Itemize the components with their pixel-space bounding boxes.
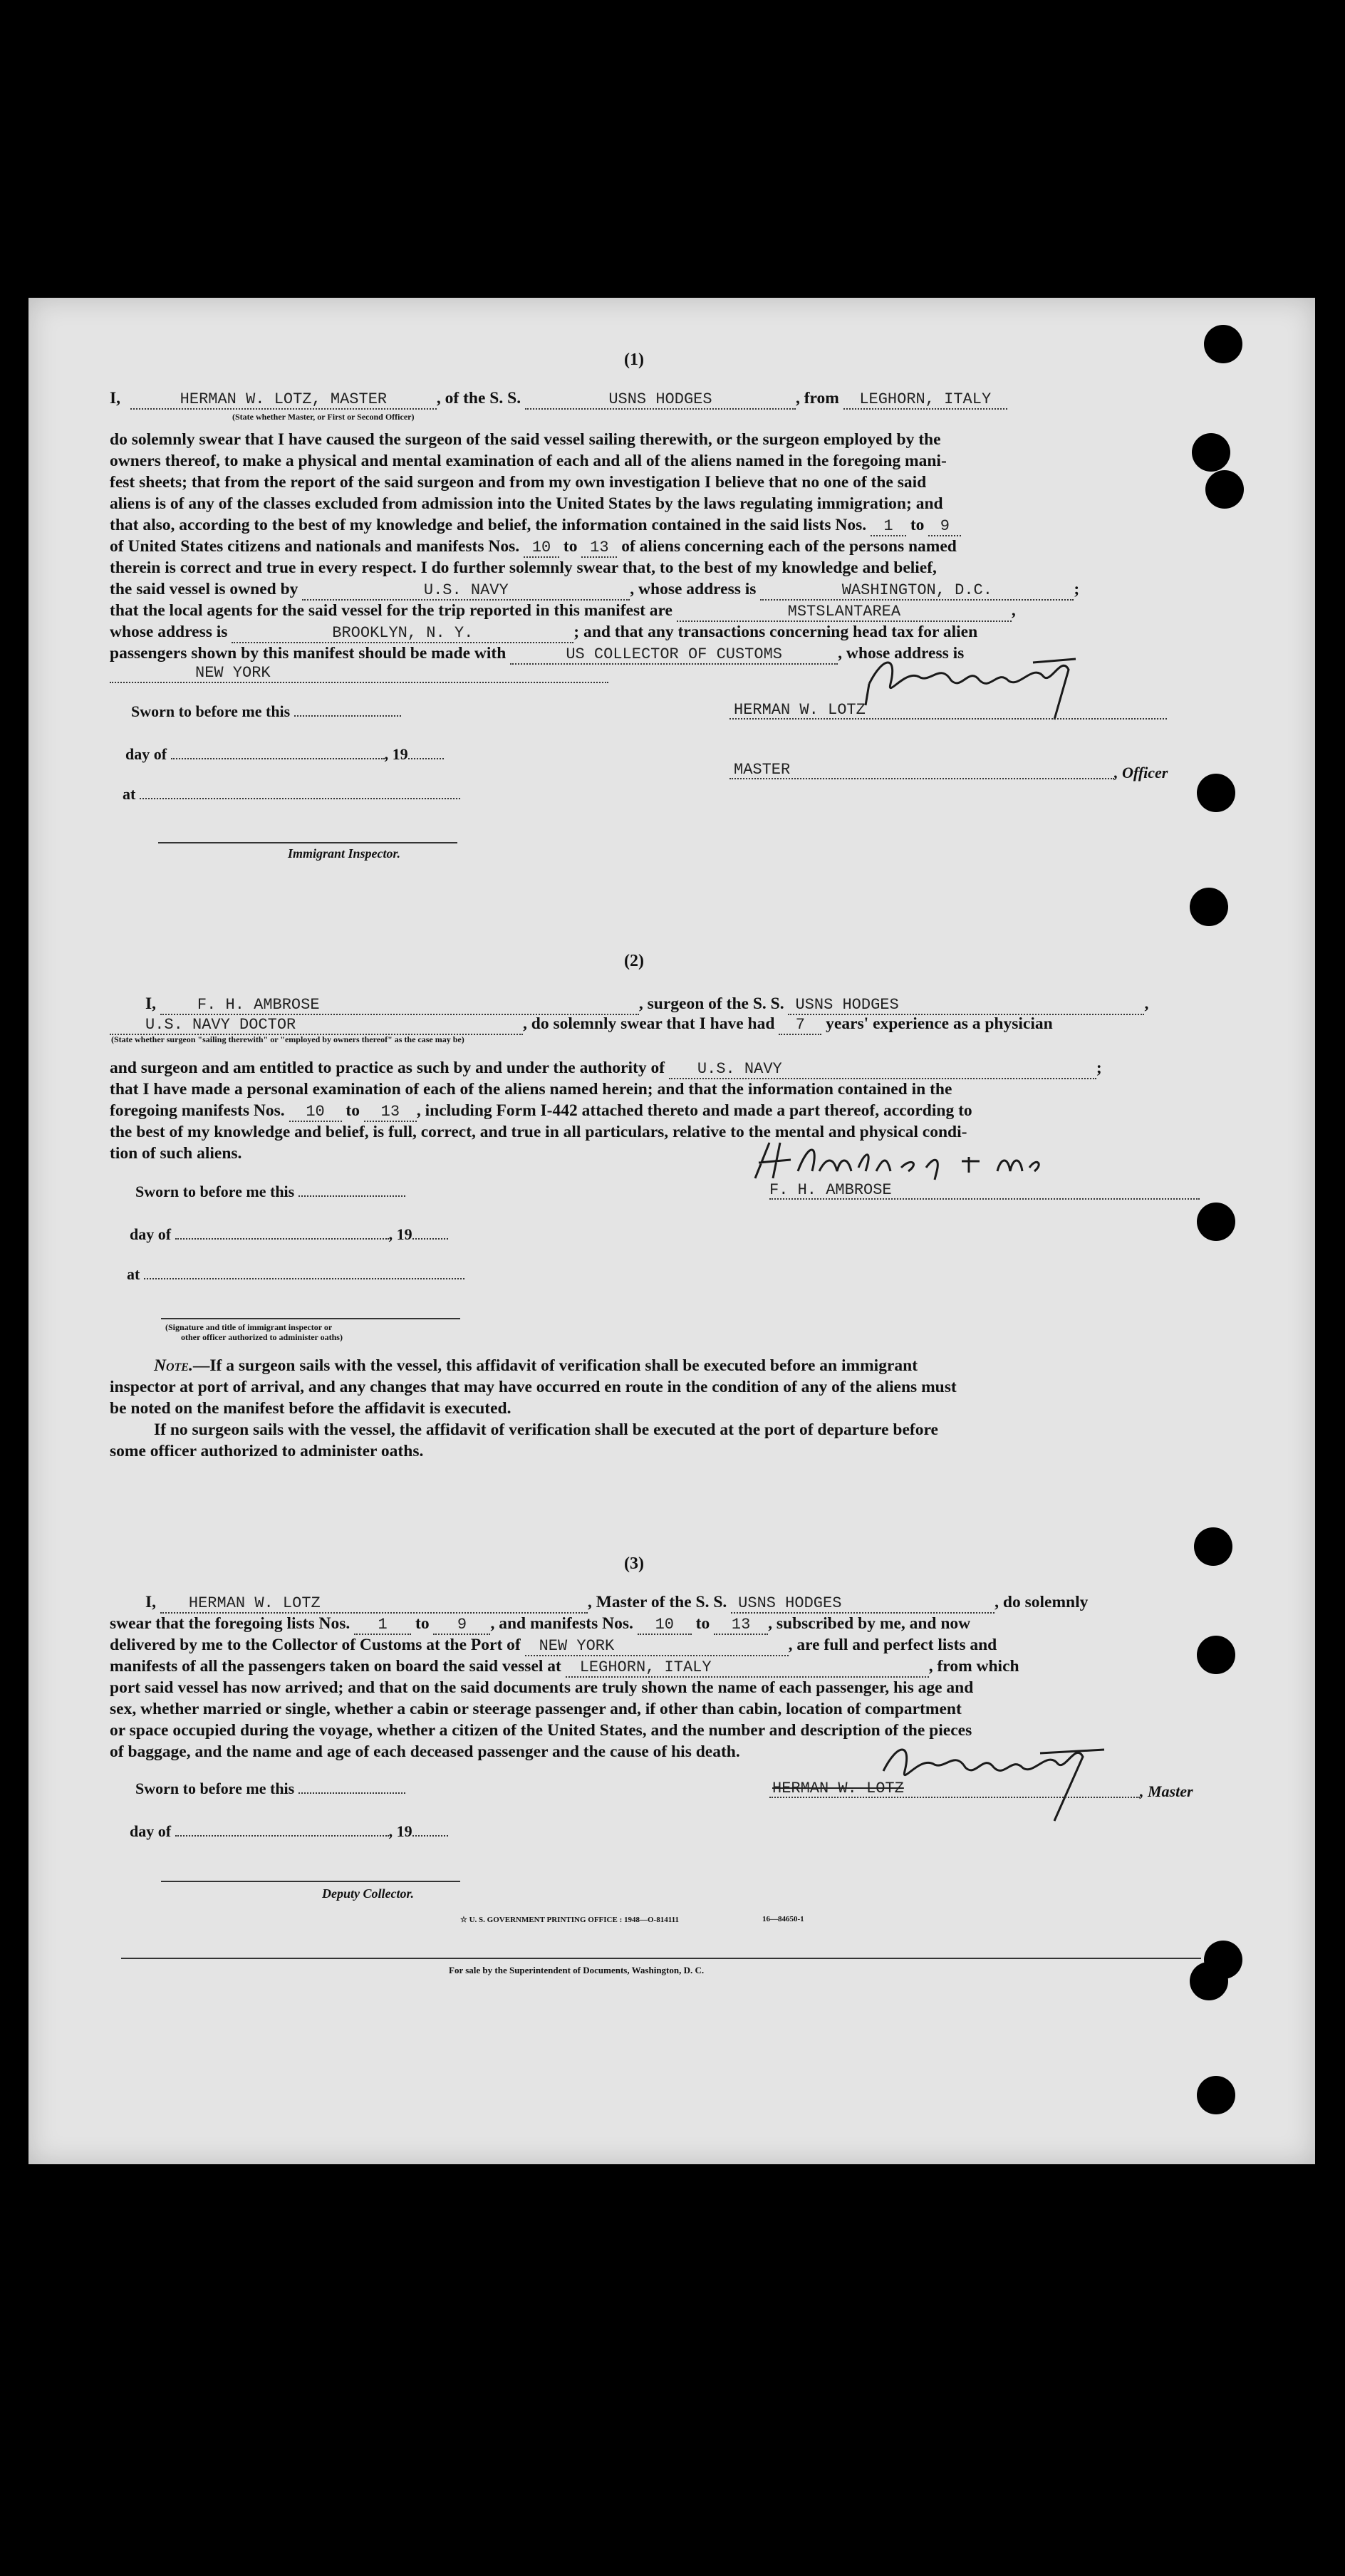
s1-owner-field: U.S. NAVY — [302, 582, 630, 601]
s2-note-label: Note. — [154, 1356, 193, 1375]
s1-line: of United States citizens and nationals and manifests Nos. — [110, 537, 520, 556]
s3-sworn-date-field — [298, 1792, 405, 1794]
s1-state-note: (State whether Master, or First or Second Officer) — [232, 412, 415, 422]
punch-hole — [1197, 1636, 1235, 1674]
s1-port-field: LEGHORN, ITALY — [843, 391, 1007, 410]
s3-line: , Master of the S. S. — [587, 1593, 727, 1611]
s2-day-field — [175, 1238, 389, 1240]
s1-title-typed: MASTER — [734, 761, 791, 779]
s1-line: , whose address is — [630, 580, 757, 598]
s1-line: owners thereof, to make a physical and mental examination of each and all of the aliens named in the foregoing mani- — [110, 452, 947, 470]
s1-to: to — [910, 516, 925, 534]
s3-line: , are full and perfect lists and — [788, 1636, 997, 1654]
s1-year: , 19 — [384, 745, 408, 763]
s1-master-name-field: HERMAN W. LOTZ, MASTER — [130, 391, 437, 410]
s1-year-field — [408, 758, 444, 759]
s2-capacity-field: U.S. NAVY DOCTOR — [110, 1017, 523, 1035]
punch-hole — [1192, 433, 1230, 472]
s3-day-of: day of — [130, 1822, 172, 1840]
s2-state-note: (State whether surgeon "sailing therewith" or "employed by owners thereof" as the case may be) — [111, 1034, 464, 1044]
s2-line: and surgeon and am entitled to practice as such by and under the authority of — [110, 1059, 665, 1077]
punch-hole — [1190, 888, 1228, 926]
s2-year: , 19 — [388, 1225, 412, 1243]
s1-day-of: day of — [125, 745, 167, 763]
s3-year: , 19 — [388, 1822, 412, 1840]
s2-line: be noted on the manifest before the affidavit is executed. — [110, 1399, 511, 1418]
s3-port-arrival-field: NEW YORK — [525, 1638, 789, 1656]
punch-hole — [1205, 470, 1244, 509]
s3-master-name-field: HERMAN W. LOTZ — [160, 1595, 588, 1614]
s1-sworn-date-field — [294, 715, 401, 717]
s1-line: , whose address is — [838, 644, 965, 663]
s3-line: , and manifests Nos. — [490, 1614, 633, 1633]
s3-line: or space occupied during the voyage, whether a citizen of the United States, and the number and description of the pieces — [110, 1721, 972, 1740]
s2-line: foregoing manifests Nos. — [110, 1101, 285, 1120]
s2-year-field — [412, 1238, 448, 1240]
s3-signer-typed: HERMAN W. LOTZ — [772, 1780, 904, 1797]
s1-signer-typed: HERMAN W. LOTZ — [734, 701, 866, 719]
s3-i: I, — [145, 1593, 157, 1611]
section-2-number: (2) — [624, 952, 644, 970]
s3-deputy-line — [161, 1881, 460, 1882]
s2-line: —If a surgeon sails with the vessel, this affidavit of verification shall be executed before an immigrant — [192, 1356, 918, 1375]
footer-rule — [121, 1958, 1201, 1959]
s1-line: that the local agents for the said vessel for the trip reported in this manifest are — [110, 601, 672, 620]
s3-line: manifests of all the passengers taken on board the said vessel at — [110, 1657, 561, 1676]
s2-line: , do solemnly swear that I have had — [523, 1014, 775, 1033]
s1-line: passengers shown by this manifest should be made with — [110, 644, 507, 663]
s1-line: aliens is of any of the classes excluded from admission into the United States by the laws regulating immigration; and — [110, 494, 943, 513]
s1-at: at — [123, 785, 136, 803]
s3-list-to-field: 9 — [433, 1616, 490, 1635]
s1-inspector-line — [158, 842, 457, 843]
s3-deputy-label: Deputy Collector. — [322, 1886, 414, 1901]
s1-ship-field: USNS HODGES — [525, 391, 796, 410]
s2-line: the best of my knowledge and belief, is full, correct, and true in all particulars, relative to the mental and physical condi- — [110, 1123, 967, 1141]
s1-agents-address-field: BROOKLYN, N. Y. — [232, 625, 573, 643]
s1-line: fest sheets; that from the report of the said surgeon and from my own investigation I believe that no one of the said — [110, 473, 927, 492]
s1-list-from-field: 1 — [871, 518, 906, 536]
s2-sig-note-1: (Signature and title of immigrant inspector or — [165, 1322, 333, 1332]
s3-line: swear that the foregoing lists Nos. — [110, 1614, 350, 1633]
s1-list-to-field: 9 — [928, 518, 961, 536]
s1-owner-address-field: WASHINGTON, D.C. — [760, 582, 1074, 601]
s1-to: to — [563, 537, 578, 556]
s2-ship-field: USNS HODGES — [788, 997, 1144, 1015]
punch-hole — [1204, 325, 1242, 363]
s2-man-to-field: 13 — [364, 1103, 417, 1122]
s2-line: years' experience as a physician — [826, 1014, 1053, 1033]
punch-hole — [1197, 774, 1235, 812]
s2-sworn: Sworn to before me this — [135, 1183, 295, 1200]
s1-at-field — [140, 798, 460, 799]
s3-to: to — [415, 1614, 430, 1633]
s1-agents-field: MSTSLANTAREA — [677, 603, 1012, 622]
s2-sig-note-2: other officer authorized to administer oaths) — [181, 1332, 343, 1342]
s1-line: do solemnly swear that I have caused the surgeon of the said vessel sailing therewith, or the surgeon employed by the — [110, 430, 941, 449]
s3-list-from-field: 1 — [354, 1616, 411, 1635]
section-3-number: (3) — [624, 1554, 644, 1573]
s2-day-of: day of — [130, 1225, 172, 1243]
s3-line: of baggage, and the name and age of each deceased passenger and the cause of his death. — [110, 1743, 740, 1761]
s3-man-to-field: 13 — [714, 1616, 768, 1635]
s1-head-tax-address-field: NEW YORK — [110, 665, 608, 683]
s3-man-from-field: 10 — [638, 1616, 692, 1635]
form-number: 16—84650-1 — [762, 1915, 804, 1923]
punch-hole — [1197, 2076, 1235, 2114]
s2-line: some officer authorized to administer oaths. — [110, 1442, 424, 1460]
s2-sworn-date-field — [298, 1195, 405, 1197]
punch-hole — [1190, 1962, 1228, 2000]
s3-line: , subscribed by me, and now — [768, 1614, 971, 1633]
s2-surgeon-name-field: F. H. AMBROSE — [160, 997, 639, 1015]
s2-at: at — [127, 1265, 140, 1283]
s2-to: to — [346, 1101, 360, 1120]
s1-line: the said vessel is owned by — [110, 580, 298, 598]
s1-man-to-field: 13 — [581, 539, 617, 558]
s2-years-field: 7 — [779, 1017, 821, 1035]
s1-line: therein is correct and true in every respect. I do further solemnly swear that, to the best of my knowledge and belief, — [110, 559, 937, 577]
s3-master-label: , Master — [1140, 1782, 1193, 1800]
s2-i: I, — [145, 994, 157, 1013]
s1-i: I, — [110, 389, 121, 407]
s1-inspector-label: Immigrant Inspector. — [288, 846, 401, 861]
s1-line: that also, according to the best of my knowledge and belief, the information contained in the said lists Nos. — [110, 516, 867, 534]
s2-line: that I have made a personal examination of each of the aliens named herein; and that the information contained in the — [110, 1080, 952, 1099]
s2-line: , surgeon of the S. S. — [638, 994, 784, 1013]
section-1-number: (1) — [624, 350, 644, 369]
s1-sworn: Sworn to before me this — [131, 702, 291, 720]
s3-port-departure-field: LEGHORN, ITALY — [566, 1659, 929, 1678]
s3-day-field — [175, 1835, 389, 1837]
master-signature-3 — [876, 1735, 1118, 1828]
s3-ship-field: USNS HODGES — [731, 1595, 995, 1614]
s2-line: , including Form I-442 attached thereto and made a part thereof, according to — [416, 1101, 972, 1120]
sale-notice: For sale by the Superintendent of Documents, Washington, D. C. — [449, 1965, 705, 1975]
document-page: (1) I, HERMAN W. LOTZ, MASTER , of the S. S. USNS HODGES , from LEGHORN, ITALY (State whether Master, or First or Second Officer) do solemnly swear that I have caused the surgeon of the said vessel sailing therewith, or the surgeon employed by the owners thereof, to make a physical and mental examination of each and all of the aliens named in the foregoing mani- fest sheets; that from the report of the said surgeon and from my own investigation I believe that no one of the said aliens is of any of the classes excluded from admission into the United States by the laws regulating immigration; and that also, according to the best of my knowledge and belief, the information contained in the said lists Nos. 1 to 9 of United States citizens and nationals and manifests Nos. 10 to 13 of aliens concerning each of the persons named therein is correct and true in every respect. I do further solemnly swear that, to the best of my knowledge and belief, the said vessel is owned by U.S. NAVY , whose address is WASHINGTON, D.C. ; that the local agents for the said vessel for the trip reported in this manifest are MSTSLANTAREA , whose address is BROOKLYN, N. Y. ; and that any transactions concerning head tax for alien passengers shown by this manifest should be made with US COLLECTOR OF CUSTOMS , whose address is NEW YORK Sworn to before me this day of , 19 at Immigrant Inspector. HERMAN W. LOTZ MASTER , Officer (2) I, F. H. AMBROSE , surgeon of the S. S. USNS HODGES , U.S. NAVY DOCTOR , do solemnly swear that I have had 7 years' experience as a physician (State whether surgeon "sailing therewith" or "employed by owners thereof" as the case may be) and surgeon and am entitled to practice as such by and under the authority of U.S. NAVY ; that I have made a personal examination of each of the aliens named herein; and that the information contained in the foregoing manifests Nos. 10 to 13 , including Form I-442 attached thereto and made a part thereof, according to the best of my knowledge and belief, is full, correct, and true in all particulars, relative to the mental and physical condi- tion of such aliens. F. H. AMBROSE Sworn to before me this day of , 19 at (Signature and title of immigrant inspector or other officer authorized to administer oaths) Note.—If a surgeon sails with the vessel, this affidavit of verification shall be executed before an immigrant inspector at port of arrival, and any changes that may have occurred en route in the condition of any of the aliens must be noted on the manifest before the affidavit is executed. If no surgeon sails with the vessel, the affidavit of verification shall be executed at the port of departure before some officer authorized to administer oaths. (3) I, HERMAN W. LOTZ , Master of the S. S. USNS HODGES , do solemnly swear that the foregoing lists Nos. 1 to 9 , and manifests Nos. 10 to 13 , subscribed by me, and now delivered by me to the Collector of Customs at the Port of NEW YORK , are full and perfect lists and manifests of all the passengers taken on board the said vessel at LEGHORN, ITALY , from which port said vessel has now arrived; and that on the said documents are truly shown the name of each passenger, his age and sex, whether married or single, whether a cabin or steerage passenger and, if other than cabin, location of compartment or space occupied during the voyage, whether a citizen of the United States, and the number and description of the pieces of baggage, and the name and age of each deceased passenger and the cause of his death. Sworn to before me this day of , 19 HERMAN W. LOTZ , Master Deputy Collector. ☆ U. S. GOVERNMENT PRINTING OFFICE : 1948—O-814111 16—84650-1 For sale by the Superintendent of Documents, Washington, D. C. — [28, 298, 1315, 2164]
s1-from: , from — [795, 389, 839, 407]
s2-authority-field: U.S. NAVY — [669, 1061, 1096, 1079]
s3-to: to — [695, 1614, 710, 1633]
s1-day-field — [171, 758, 385, 759]
s2-at-field — [144, 1278, 464, 1279]
gpo-imprint: ☆ U. S. GOVERNMENT PRINTING OFFICE : 1948—O-814111 — [460, 1916, 679, 1924]
s3-line: delivered by me to the Collector of Customs at the Port of — [110, 1636, 521, 1654]
s1-line: whose address is — [110, 623, 228, 641]
s1-line: ; and that any transactions concerning head tax for alien — [573, 623, 978, 641]
s1-officer-label: , Officer — [1114, 764, 1168, 781]
s2-line: tion of such aliens. — [110, 1144, 242, 1163]
punch-hole — [1197, 1203, 1235, 1241]
s1-of-ss: , of the S. S. — [436, 389, 521, 407]
s2-man-from-field: 10 — [289, 1103, 342, 1122]
s1-line: of aliens concerning each of the persons named — [621, 537, 957, 556]
s3-line: sex, whether married or single, whether a cabin or steerage passenger and, if other than cabin, location of compartment — [110, 1700, 962, 1718]
s3-line: port said vessel has now arrived; and that on the said documents are truly shown the name of each passenger, his age and — [110, 1678, 974, 1697]
master-signature-1 — [862, 641, 1097, 734]
s3-line: , do solemnly — [995, 1593, 1089, 1611]
s3-line: , from which — [928, 1657, 1019, 1676]
punch-hole — [1194, 1527, 1232, 1566]
s2-line: inspector at port of arrival, and any changes that may have occurred en route in the condition of any of the aliens must — [110, 1378, 957, 1396]
s2-official-line — [161, 1318, 460, 1319]
s2-line: If no surgeon sails with the vessel, the affidavit of verification shall be executed at the port of departure before — [154, 1421, 938, 1439]
s2-signer-typed: F. H. AMBROSE — [769, 1181, 892, 1199]
s1-man-from-field: 10 — [524, 539, 559, 558]
s3-year-field — [412, 1835, 448, 1837]
s3-sworn: Sworn to before me this — [135, 1780, 295, 1797]
s1-head-tax-field: US COLLECTOR OF CUSTOMS — [510, 646, 838, 665]
